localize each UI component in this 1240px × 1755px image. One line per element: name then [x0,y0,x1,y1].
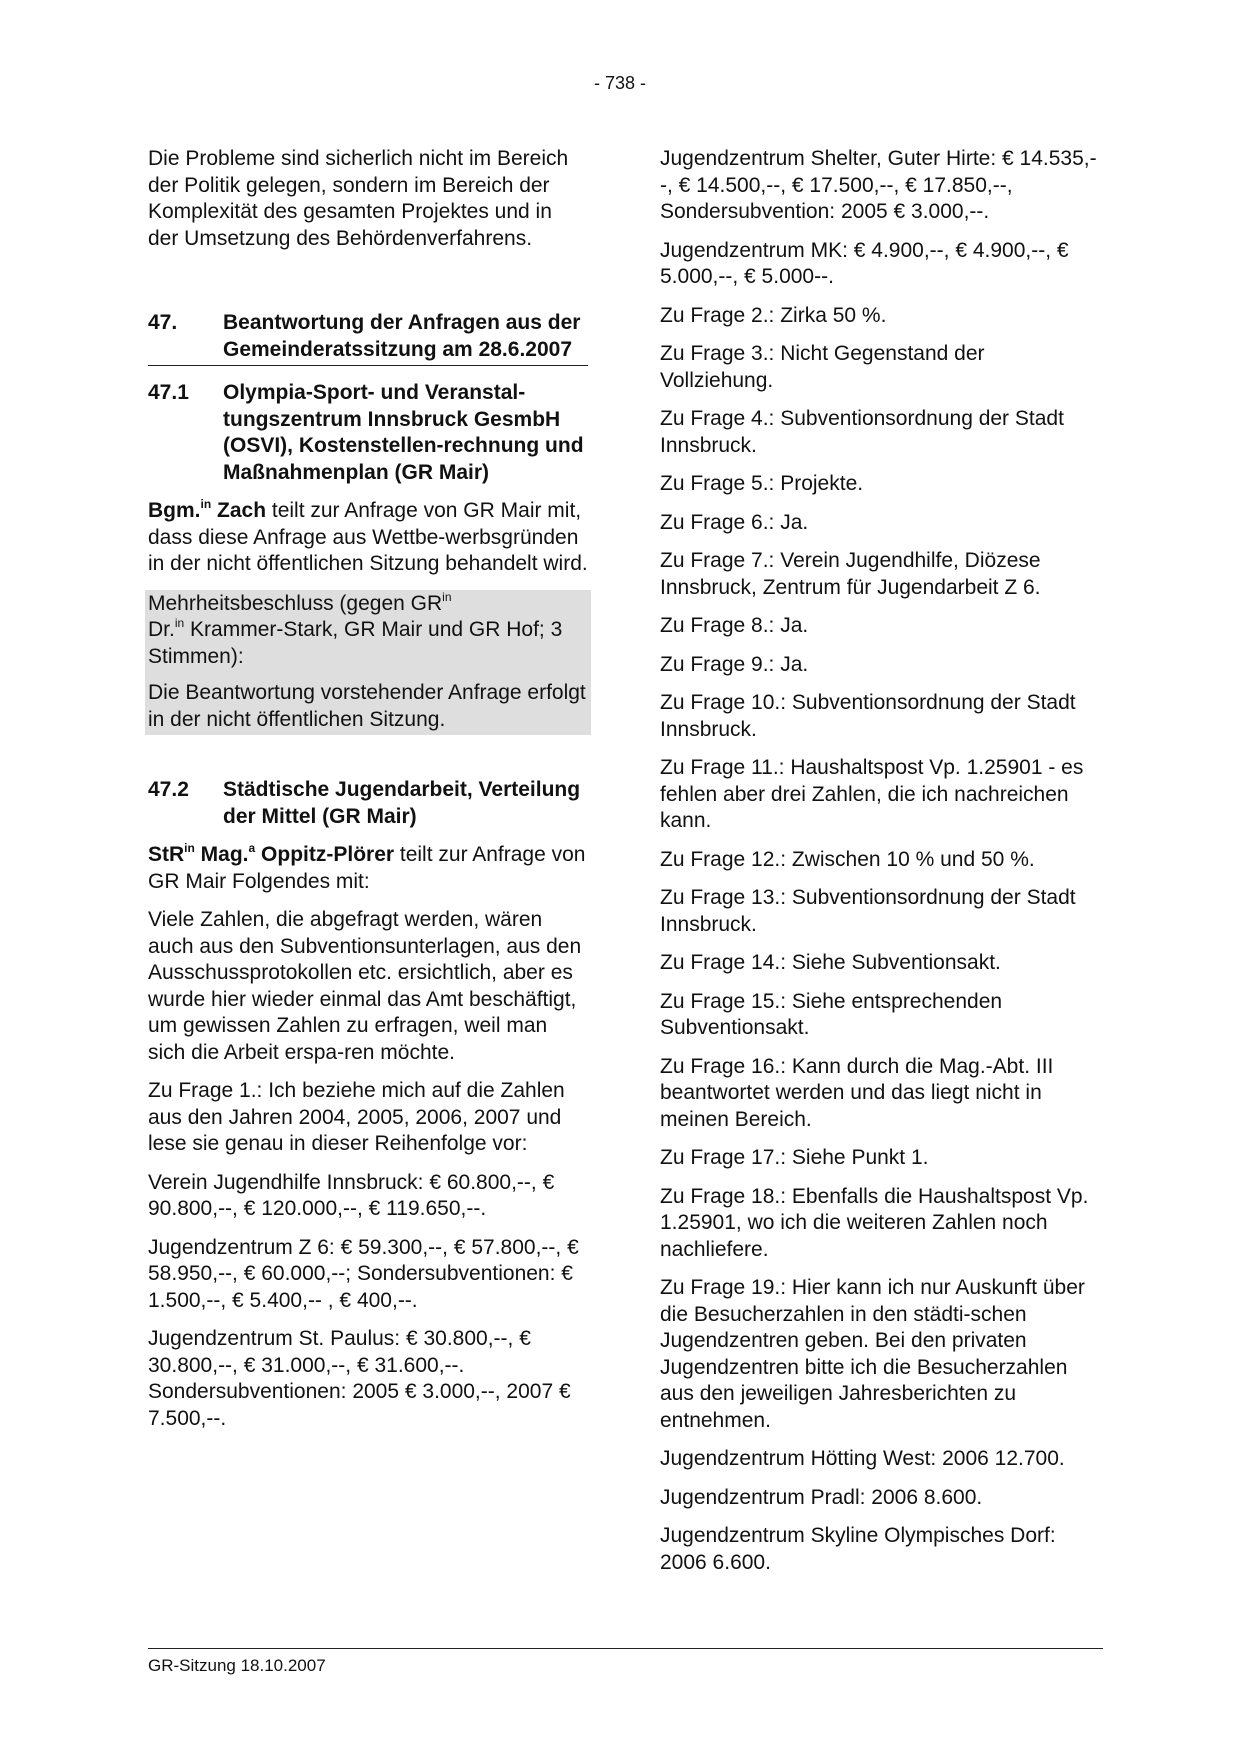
answer-paragraph: Zu Frage 8.: Ja. [660,614,809,637]
section-heading-47-1 [148,380,588,486]
body-paragraph: Verein Jugendhilfe Innsbruck: € 60.800,--, € 90.800,--, € 120.000,--, € 119.650,--. [148,1170,555,1220]
answer-paragraph: Zu Frage 10.: Subventionsordnung der Stadt Innsbruck. [660,691,1076,741]
section-title: Beantwortung der Anfragen aus der Gemeinderatssitzung am 28.6.2007 [223,311,581,361]
body-paragraph: Jugendzentrum MK: € 4.900,--, € 4.900,--, € 5.000,--, € 5.000--. [660,238,1069,288]
speaker-statement: teilt zur Anfrage von GR Mair mit, dass diese Anfrage aus Wettbe-werbsgründen in der nicht öffentlichen Sitzung behandelt wird. [148,499,588,575]
body-paragraph: Jugendzentrum St. Paulus: € 30.800,--, € 30.800,--, € 31.000,--, € 31.600,--. Sondersubventionen: 2005 € 3.000,--, 2007 € 7.500,--. [148,1327,571,1430]
body-paragraph: Viele Zahlen, die abgefragt werden, wären auch aus den Subventionsunterlagen, aus den Ausschussprotokollen etc. ersichtlich, aber es wurde hier wieder einmal das Amt beschäftigt, um gewissen Zahlen zu erfragen, weil man sich die Arbeit erspa-ren möchte. [148,908,582,1064]
answer-paragraph: Zu Frage 3.: Nicht Gegenstand der Vollziehung. [660,342,985,392]
section-heading-47 [148,310,588,366]
resolution-vote: Mehrheitsbeschluss (gegen $GR^{in}$ Dr.$^{in}$ Krammer-Stark, GR Mair und GR Hof; 3 Stimmen): [148,589,563,668]
speaker-paragraph [148,842,588,895]
section-number: 47. [148,311,178,334]
body-paragraph: Zu Frage 1.: Ich beziehe mich auf die Zahlen aus den Jahren 2004, 2005, 2006, 2007 und lese sie genau in dieser Reihenfolge vor: [148,1079,565,1155]
body-paragraph: Jugendzentrum Skyline Olympisches Dorf: 2006 6.600. [660,1524,1056,1574]
speaker-statement: teilt zur Anfrage von GR Mair Folgendes mit: [148,843,586,893]
intro-paragraph: Die Probleme sind sicherlich nicht im Bereich der Politik gelegen, sondern im Bereich der Komplexität des gesamten Projektes und in der Umsetzung des Behördenverfahrens. [148,147,569,250]
answer-paragraph: Zu Frage 9.: Ja. [660,652,809,676]
section-number: 47.2 [148,778,189,801]
section-title: Städtische Jugendarbeit, Verteilung der Mittel (GR Mair) [223,778,581,828]
page-number: - 738 - [593,73,647,93]
answer-paragraph: Zu Frage 14.: Siehe Subventionsakt. [660,951,1001,974]
answer-paragraph: Zu Frage 11.: Haushaltspost Vp. 1.25901 - es fehlen aber drei Zahlen, die ich nachreichen kann. [660,756,1084,832]
section-title: Olympia-Sport- und Veranstal-tungszentrum Innsbruck GesmbH (OSVI), Kostenstellen-rechnung und Maßnahmenplan (GR Mair) [223,381,584,484]
resolution-result: Die Beantwortung vorstehender Anfrage erfolgt in der nicht öffentlichen Sitzung. [148,681,586,731]
answer-paragraph: Zu Frage 15.: Siehe entsprechenden Subventionsakt. [660,989,1003,1039]
left-column [148,146,588,1444]
answer-paragraph: Zu Frage 18.: Ebenfalls die Haushaltspost Vp. 1.25901, wo ich die weiteren Zahlen noch nachliefere. [660,1184,1089,1261]
answer-paragraph: Zu Frage 2.: Zirka 50 %. [660,303,887,327]
resolution-box [145,590,591,736]
answer-paragraph: Zu Frage 16.: Kann durch die Mag.-Abt. III beantwortet werden und das liegt nicht in meinen Bereich. [660,1054,1054,1131]
answer-paragraph: Zu Frage 5.: Projekte. [660,472,864,495]
answer-paragraph: Zu Frage 12.: Zwischen 10 % und 50 %. [660,847,1035,871]
footer: GR-Sitzung 18.10.2007 [148,1656,326,1675]
right-column [660,146,1100,1588]
speaker-name: Bgm.$^{in}$ Zach [148,497,267,522]
section-heading-47-2 [148,777,588,830]
answer-paragraph: Zu Frage 19.: Hier kann ich nur Auskunft über die Besucherzahlen in den städti-schen Jugendzentren geben. Bei den privaten Jugendzentren bitte ich die Besucherzahlen aus den jeweiligen Jahresberichten zu entnehmen. [660,1276,1085,1432]
answer-paragraph: Zu Frage 7.: Verein Jugendhilfe, Diözese Innsbruck, Zentrum für Jugendarbeit Z 6. [660,549,1041,599]
answer-paragraph: Zu Frage 6.: Ja. [660,510,809,534]
answer-paragraph: Zu Frage 4.: Subventionsordnung der Stadt Innsbruck. [660,407,1064,457]
answer-paragraph: Zu Frage 17.: Siehe Punkt 1. [660,1146,929,1169]
footer-divider [148,1648,1103,1649]
section-number: 47.1 [148,381,189,404]
body-paragraph: Jugendzentrum Z 6: € 59.300,--, € 57.800,--, € 58.950,--, € 60.000,--; Sondersubventionen: € 1.500,--, € 5.400,-- , € 400,--. [148,1235,579,1312]
body-paragraph: Jugendzentrum Shelter, Guter Hirte: € 14.535,--, € 14.500,--, € 17.500,--, € 17.850,--, Sondersubvention: 2005 € 3.000,--. [660,147,1097,223]
body-paragraph: Jugendzentrum Hötting West: 2006 12.700. [660,1447,1065,1470]
speaker-paragraph [148,498,588,578]
answer-paragraph: Zu Frage 13.: Subventionsordnung der Stadt Innsbruck. [660,886,1076,936]
body-paragraph: Jugendzentrum Pradl: 2006 8.600. [660,1485,983,1509]
speaker-name: StR$^{in}$ Mag.$^a$ Oppitz-Plörer [148,841,395,866]
